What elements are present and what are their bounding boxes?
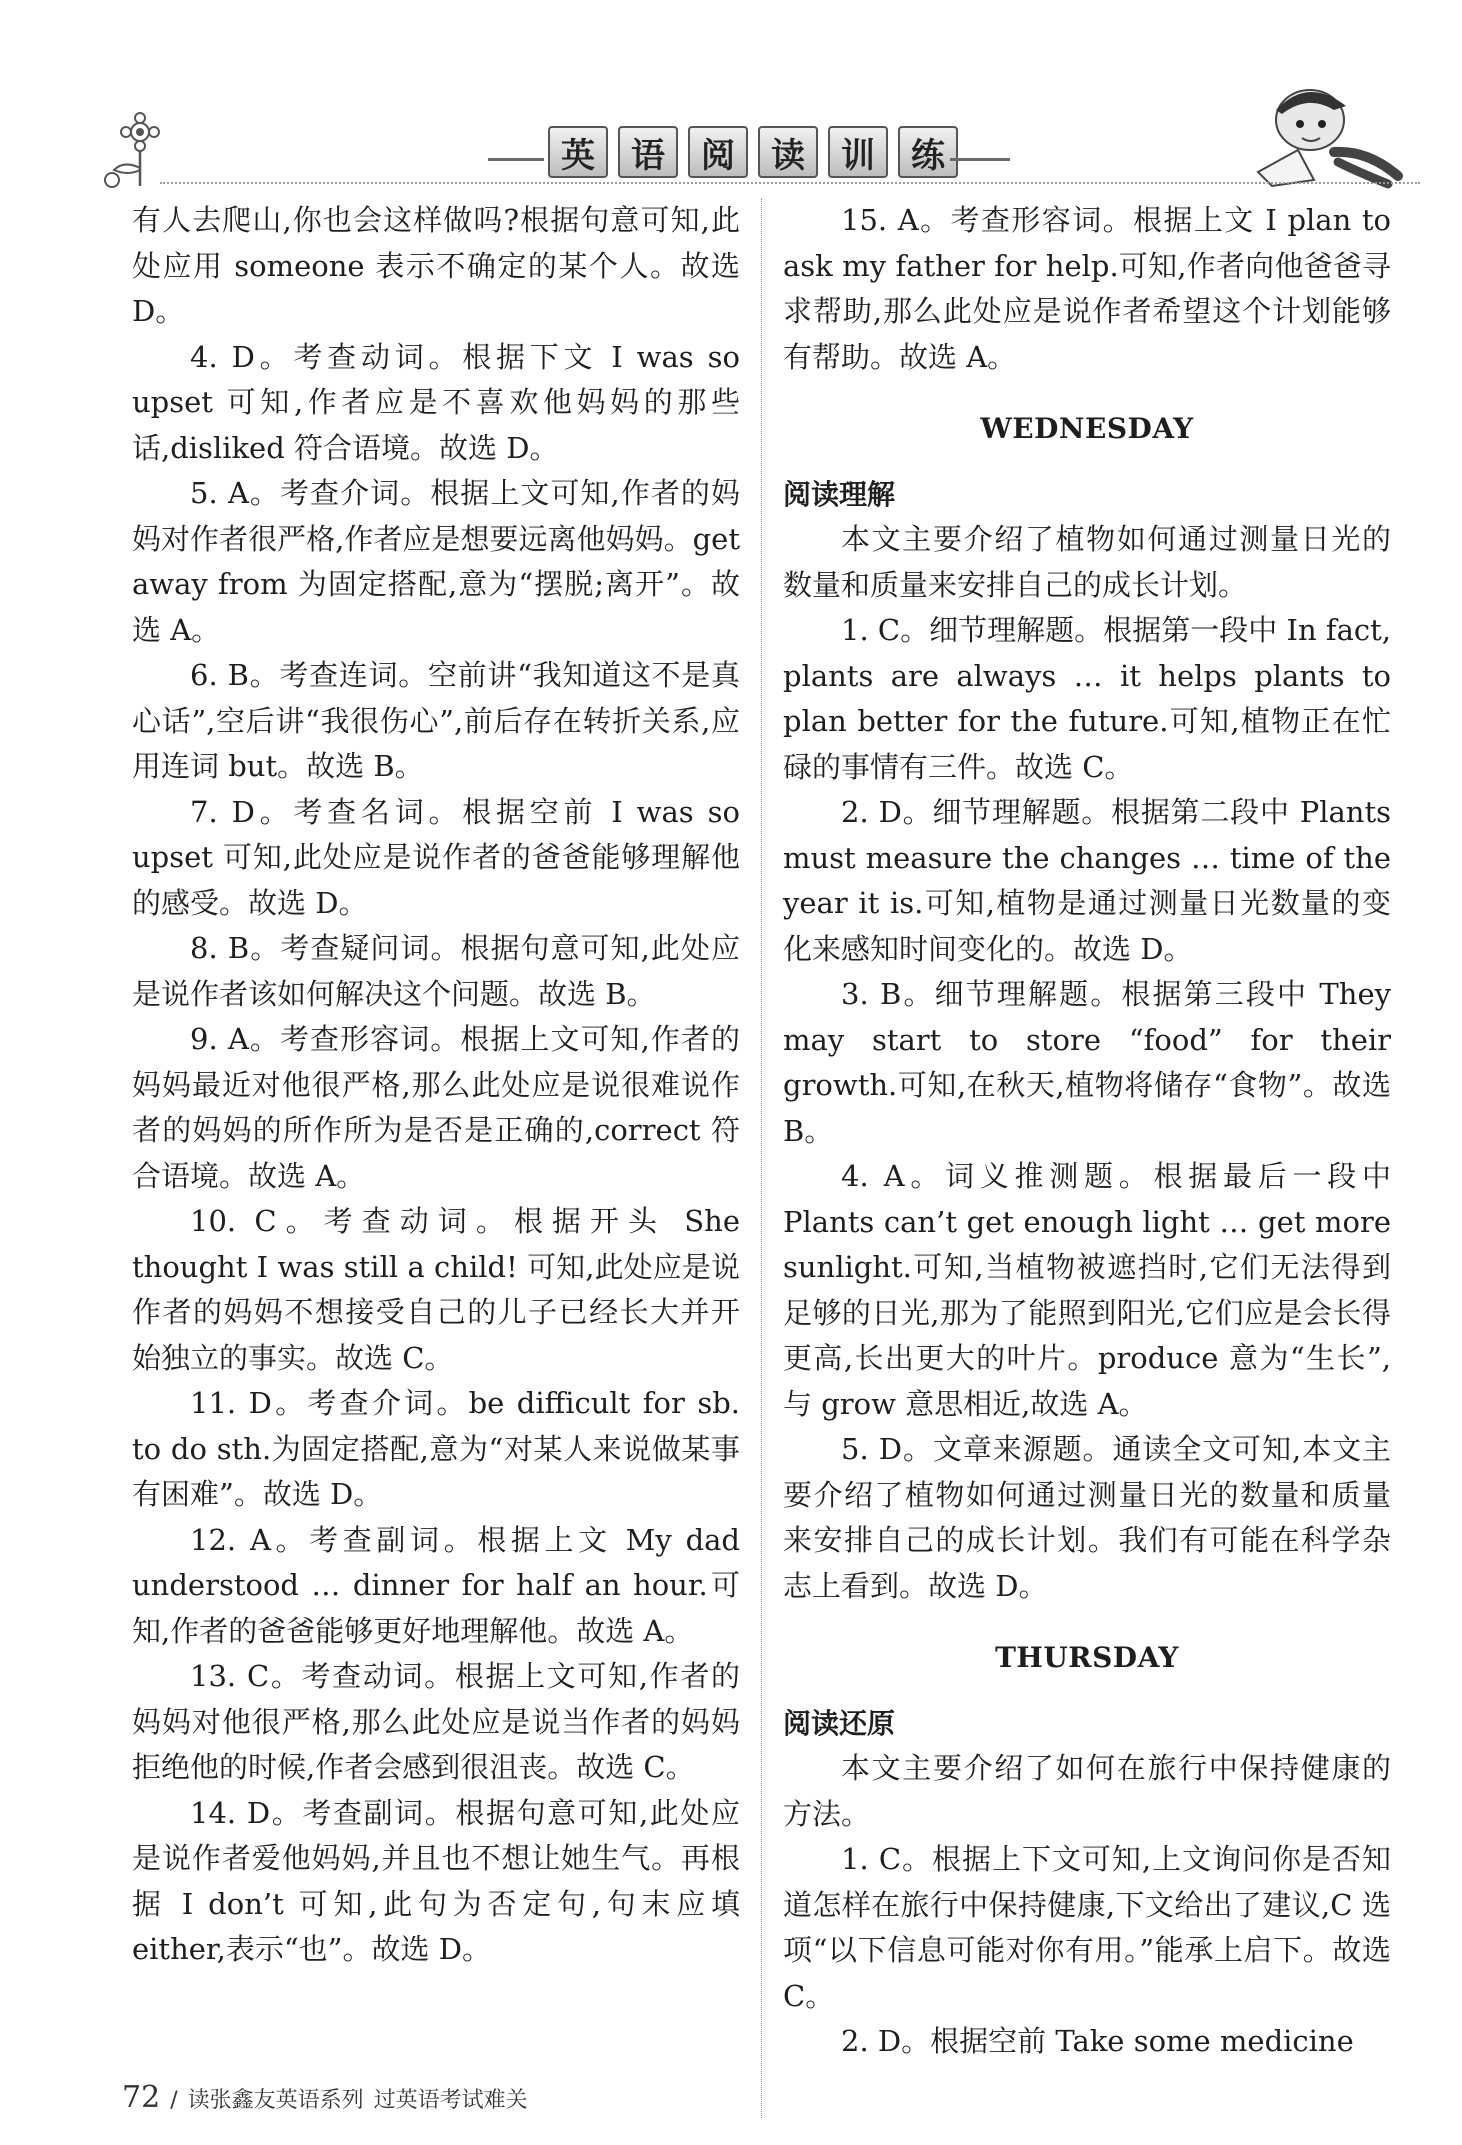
answer-item: 2. D。细节理解题。根据第二段中 Plants must measure the changes … time of the year it is.可知,植物是通过测量日光数量的变化来感知时间变化的。故选 D。 (783, 795, 1391, 966)
answer-item: 13. C。考查动词。根据上文可知,作者的妈妈对他很严格,那么此处应是说当作者的妈妈拒绝他的时候,作者会感到很沮丧。故选 C。 (132, 1659, 740, 1784)
answer-item: 11. D。考查介词。be difficult for sb. to do sth.为固定搭配,意为“对某人来说做某事有困难”。故选 D。 (132, 1386, 740, 1511)
answer-item: 9. A。考查形容词。根据上文可知,作者的妈妈最近对他很严格,那么此处应是说很难说作者的妈妈的所作所为是否是正确的,correct 符合语境。故选 A。 (132, 1022, 740, 1193)
banner-char: 练 (898, 126, 958, 178)
footer-series: 读张鑫友英语系列 (187, 2088, 364, 2113)
page-footer (122, 2080, 528, 2115)
answer-item: 4. D。考查动词。根据下文 I was so upset 可知,作者应是不喜欢他妈妈的那些话,disliked 符合语境。故选 D。 (132, 339, 740, 465)
page-number: 72 (122, 2080, 161, 2115)
answer-item: 5. D。文章来源题。通读全文可知,本文主要介绍了植物如何通过测量日光的数量和质量来安排自己的成长计划。我们有可能在科学杂志上看到。故选 D。 (783, 1432, 1391, 1603)
footer-separator: / (170, 2088, 178, 2113)
section-title-thursday: THURSDAY (995, 1641, 1179, 1674)
header-dotted-rule (160, 182, 1420, 184)
section-intro: 本文主要介绍了如何在旅行中保持健康的方法。 (783, 1751, 1391, 1831)
banner-char: 训 (828, 126, 888, 178)
banner-title (548, 126, 958, 178)
footer-subtitle: 过英语考试难关 (373, 2088, 528, 2113)
answer-item: 8. B。考查疑问词。根据句意可知,此处应是说作者该如何解决这个问题。故选 B。 (132, 931, 740, 1011)
banner-char: 阅 (688, 126, 748, 178)
banner-char: 读 (758, 126, 818, 178)
answer-item: 7. D。考查名词。根据空前 I was so upset 可知,此处应是说作者的爸爸能够理解他的感受。故选 D。 (132, 794, 740, 920)
answer-item: 1. C。细节理解题。根据第一段中 In fact, plants are always … it helps plants to plan better for the future.可知,植物正在忙碌的事情有三件。故选 C。 (783, 613, 1391, 784)
banner-char: 英 (548, 126, 608, 178)
banner-char: 语 (618, 126, 678, 178)
column-divider (761, 198, 762, 2118)
answer-paragraph: 有人去爬山,你也会这样做吗?根据句意可知,此处应用 someone 表示不确定的某个人。故选 D。 (132, 203, 740, 328)
answer-item: 1. C。根据上下文可知,上文询问你是否知道怎样在旅行中保持健康,下文给出了建议,C 选项“以下信息可能对你有用。”能承上启下。故选 C。 (783, 1842, 1391, 2013)
answer-item: 2. D。根据空前 Take some medicine (841, 2024, 1354, 2058)
answer-item: 4. A。词义推测题。根据最后一段中 Plants can’t get enough light … get more sunlight.可知,当植物被遮挡时,它们无法得到足够的日光,那为了能照到阳光,它们应是会长得更高,长出更大的叶片。produce 意为“生长”,与 grow 意思相近,故选 A。 (783, 1159, 1391, 1421)
reading-child-icon (1238, 80, 1408, 190)
answer-item: 12. A。考查副词。根据上文 My dad understood … dinner for half an hour.可知,作者的爸爸能够更好地理解他。故选 A。 (132, 1522, 740, 1648)
section-title-wednesday: WEDNESDAY (980, 412, 1194, 445)
answer-item: 6. B。考查连词。空前讲“我知道这不是真心话”,空后讲“我很伤心”,前后存在转折关系,应用连词 but。故选 B。 (132, 658, 740, 783)
answer-item: 15. A。考查形容词。根据上文 I plan to ask my father for help.可知,作者向他爸爸寻求帮助,那么此处应是说作者希望这个计划能够有帮助。故选 A。 (783, 203, 1391, 374)
banner-line-right (950, 158, 1010, 161)
section-subtitle: 阅读理解 (783, 477, 896, 511)
answer-item: 5. A。考查介词。根据上文可知,作者的妈妈对作者很严格,作者应是想要远离他妈妈。get away from 为固定搭配,意为“摆脱;离开”。故选 A。 (132, 476, 740, 647)
page-header (0, 0, 1462, 200)
right-column (783, 198, 1391, 2065)
section-subtitle: 阅读还原 (783, 1706, 896, 1740)
answer-item: 14. D。考查副词。根据句意可知,此处应是说作者爱他妈妈,并且也不想让她生气。再根据 I don’t 可知,此句为否定句,句末应填 either,表示“也”。故选 D。 (132, 1795, 740, 1966)
answer-item: 3. B。细节理解题。根据第三段中 They may start to store “food” for their growth.可知,在秋天,植物将储存“食物”。故选 B。 (783, 977, 1391, 1148)
left-column (132, 198, 740, 1973)
banner-line-left (488, 158, 544, 161)
flower-icon (100, 110, 170, 190)
answer-item: 10. C。考查动词。根据开头 She thought I was still a child! 可知,此处应是说作者的妈妈不想接受自己的儿子已经长大并开始独立的事实。故选 C。 (132, 1204, 740, 1375)
section-intro: 本文主要介绍了植物如何通过测量日光的数量和质量来安排自己的成长计划。 (783, 522, 1391, 602)
